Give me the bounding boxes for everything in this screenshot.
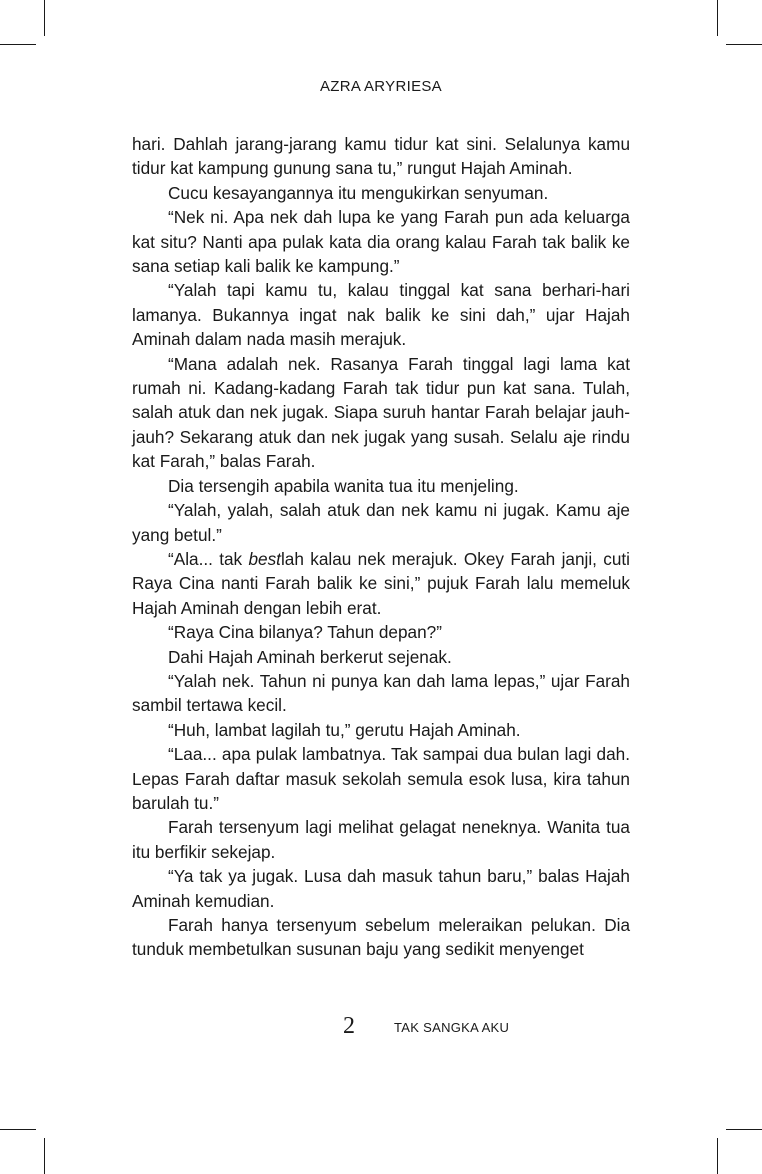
running-foot-title: TAK SANGKA AKU (394, 1020, 510, 1035)
crop-mark-top-right-horizontal (726, 44, 762, 45)
paragraph: Dia tersengih apabila wanita tua itu menjeling. (168, 475, 519, 496)
crop-mark-bottom-right-vertical (717, 1138, 718, 1174)
running-head-author: AZRA ARYRIESA (319, 78, 442, 95)
paragraph-text: lah kalau nek merajuk. Okey Farah janji, cuti Raya Cina nanti Farah balik ke sini,” pujuk Farah lalu memeluk Hajah Aminah dengan lebih erat. (132, 548, 630, 618)
paragraph: “Raya Cina bilanya? Tahun depan?” (168, 622, 442, 643)
paragraph: Farah hanya tersenyum sebelum meleraikan pelukan. Dia tunduk membetulkan susunan baju yang sedikit menyenget (132, 915, 630, 960)
paragraph: “Nek ni. Apa nek dah lupa ke yang Farah pun ada keluarga kat situ? Nanti apa pulak kata dia orang kalau Farah tak balik ke sana setiap kali balik ke kampung.” (132, 207, 630, 277)
paragraph: Dahi Hajah Aminah berkerut sejenak. (168, 646, 452, 667)
paragraph: Cucu kesayangannya itu mengukirkan senyuman. (168, 182, 549, 203)
italic-word: best (248, 548, 281, 569)
crop-mark-top-left-vertical (44, 0, 45, 36)
crop-mark-bottom-left-horizontal (0, 1129, 36, 1130)
body-text (132, 132, 630, 962)
paragraph: Farah tersenyum lagi melihat gelagat neneknya. Wanita tua itu berfikir sekejap. (132, 817, 630, 862)
paragraph: “Yalah tapi kamu tu, kalau tinggal kat sana berhari-hari lamanya. Bukannya ingat nak balik ke sini dah,” ujar Hajah Aminah dalam nada masih merajuk. (132, 280, 630, 350)
paragraph: “Yalah nek. Tahun ni punya kan dah lama lepas,” ujar Farah sambil tertawa kecil. (132, 670, 630, 716)
paragraph (132, 547, 630, 620)
crop-mark-bottom-left-vertical (44, 1138, 45, 1174)
crop-mark-bottom-right-horizontal (726, 1129, 762, 1130)
paragraph: hari. Dahlah jarang-jarang kamu tidur kat sini. Selalunya kamu tidur kat kampung gunung sana tu,” rungut Hajah Aminah. (132, 134, 630, 179)
paragraph: “Laa... apa pulak lambatnya. Tak sampai dua bulan lagi dah. Lepas Farah daftar masuk sekolah semula esok lusa, kira tahun barulah tu.” (132, 744, 630, 813)
crop-mark-top-left-horizontal (0, 44, 36, 45)
paragraph: “Huh, lambat lagilah tu,” gerutu Hajah Aminah. (168, 719, 521, 740)
page-number: 2 (343, 1013, 355, 1039)
crop-mark-top-right-vertical (717, 0, 718, 36)
paragraph-text: “Ala... tak (168, 548, 249, 569)
paragraph: “Mana adalah nek. Rasanya Farah tinggal lagi lama kat rumah ni. Kadang-kadang Farah tak tidur pun kat sana. Tulah, salah atuk dan nek jugak. Siapa suruh hantar Farah belajar jauh-jauh? Sekarang atuk dan nek jugak yang susah. Selalu aje rindu kat Farah,” balas Farah. (132, 353, 630, 472)
paragraph: “Yalah, yalah, salah atuk dan nek kamu ni jugak. Kamu aje yang betul.” (132, 500, 630, 545)
paragraph: “Ya tak ya jugak. Lusa dah masuk tahun baru,” balas Hajah Aminah kemudian. (132, 866, 630, 911)
